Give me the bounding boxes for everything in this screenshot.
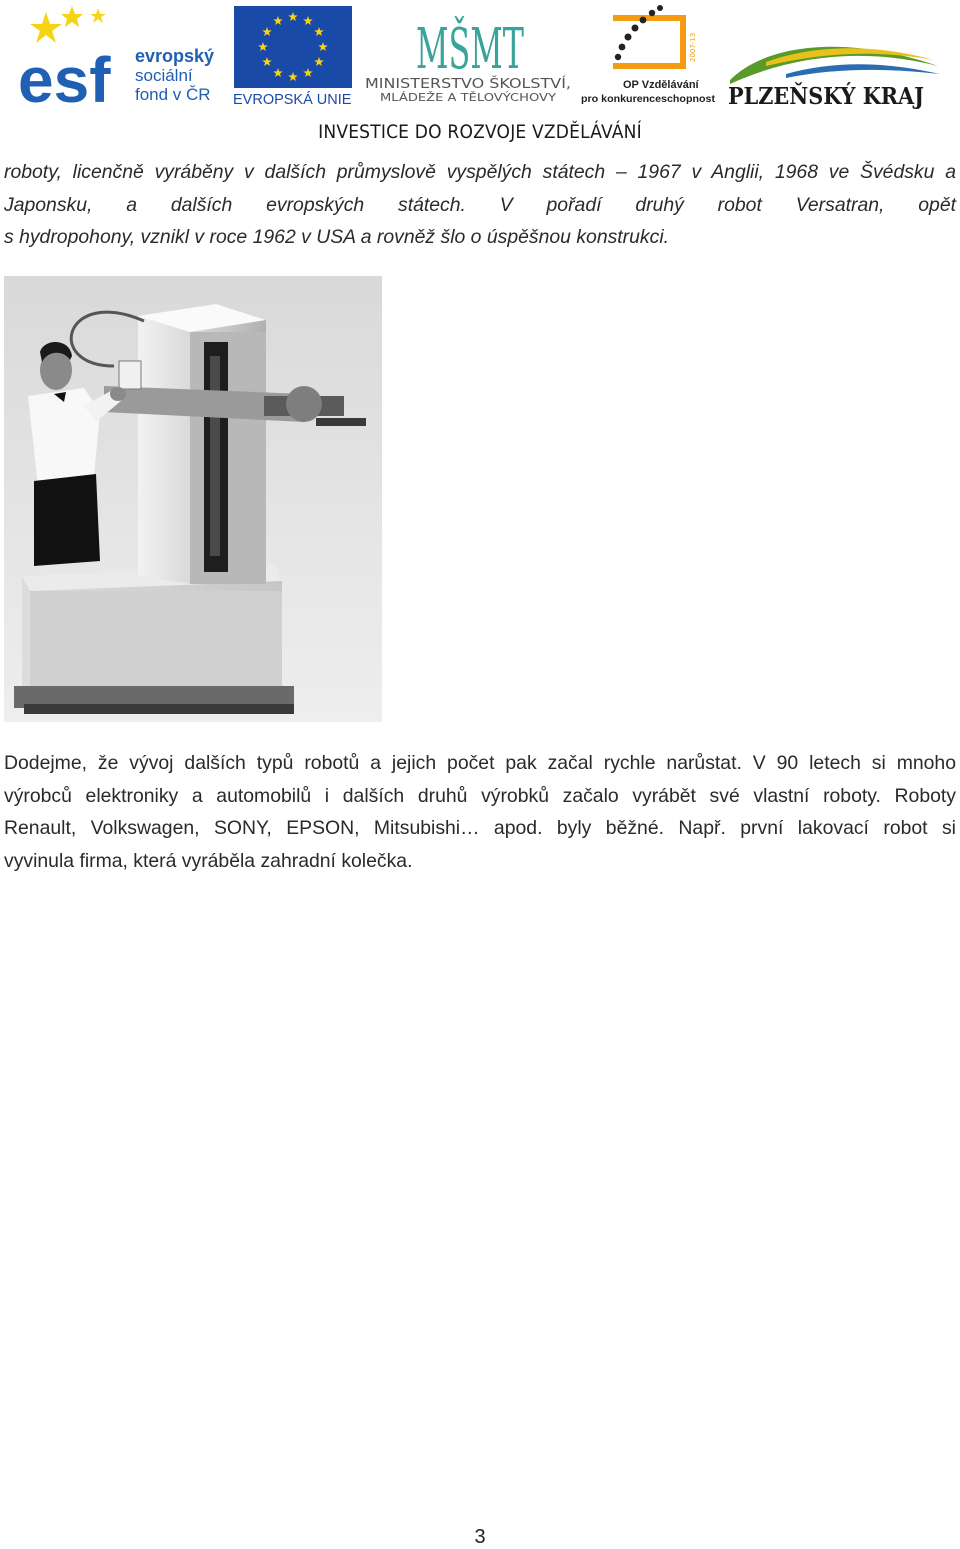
paragraph-1-line-1: roboty, licenčně vyráběny v dalších průmyslově vyspělých státech – 1967 v Anglii, 1968 ve Švédsku a <box>4 161 956 183</box>
robot-photo <box>4 276 382 722</box>
op-line1: OP Vzdělávání <box>623 79 699 91</box>
plzen-name: PLZEŇSKÝ KRAJ <box>728 83 924 110</box>
eu-caption: EVROPSKÁ UNIE <box>233 92 352 108</box>
page-header <box>0 0 960 150</box>
eu-flag-graphic <box>232 4 356 108</box>
page-number: 3 <box>474 1526 486 1548</box>
plzen-graphic <box>726 4 944 114</box>
msmt-logo <box>364 4 607 108</box>
op-logo <box>579 4 719 108</box>
paragraph-2-line-1: Dodejme, že vývoj dalších typů robotů a jejich počet pak začal rychle narůstat. V 90 letech si mnoho <box>4 752 956 774</box>
esf-line3: fond v ČR <box>135 85 211 104</box>
header-slogan: INVESTICE DO ROZVOJE VZDĚLÁVÁNÍ <box>318 121 642 143</box>
paragraph-2-line-3: Renault, Volkswagen, SONY, EPSON, Mitsubishi… apod. byly běžné. Např. první lakovací robot si <box>4 817 956 840</box>
paragraph-2-line-4: vyvinula firma, která vyráběla zahradní kolečka. <box>4 850 413 873</box>
msmt-mark: MŠMT <box>416 17 607 82</box>
esf-logo <box>14 4 224 116</box>
paragraph-1-line-3: s hydropohony, vznikl v roce 1962 v USA a rovněž šlo o úspěšnou konstrukci. <box>4 226 670 249</box>
robot-photo-graphic <box>4 276 382 722</box>
plzen-logo <box>726 4 944 114</box>
op-line2: pro konkurenceschopnost <box>581 93 716 105</box>
esf-line1: evropský <box>135 46 215 66</box>
paragraph-2-line-2: výrobců elektroniky a automobilů i dalších druhů výrobků začalo vyrábět své vlastní roboty. Roboty <box>4 784 956 807</box>
msmt-line2: MLÁDEŽE A TĚLOVÝCHOVY <box>380 91 557 104</box>
eu-logo <box>232 4 356 108</box>
esf-mark: esf <box>18 44 111 116</box>
esf-line2: sociální <box>135 66 193 85</box>
op-badge: 2007-13 <box>689 32 697 62</box>
paragraph-2 <box>4 747 956 878</box>
esf-logo-graphic <box>14 4 224 116</box>
paragraph-1-line-2: Japonsku, a dalších evropských státech. V pořadí druhý robot Versatran, opět <box>4 193 956 216</box>
logo-bar <box>14 4 944 116</box>
paragraph-1 <box>4 156 956 254</box>
msmt-graphic <box>364 4 607 108</box>
op-graphic <box>579 4 719 108</box>
msmt-line1: MINISTERSTVO ŠKOLSTVÍ, <box>365 76 540 92</box>
